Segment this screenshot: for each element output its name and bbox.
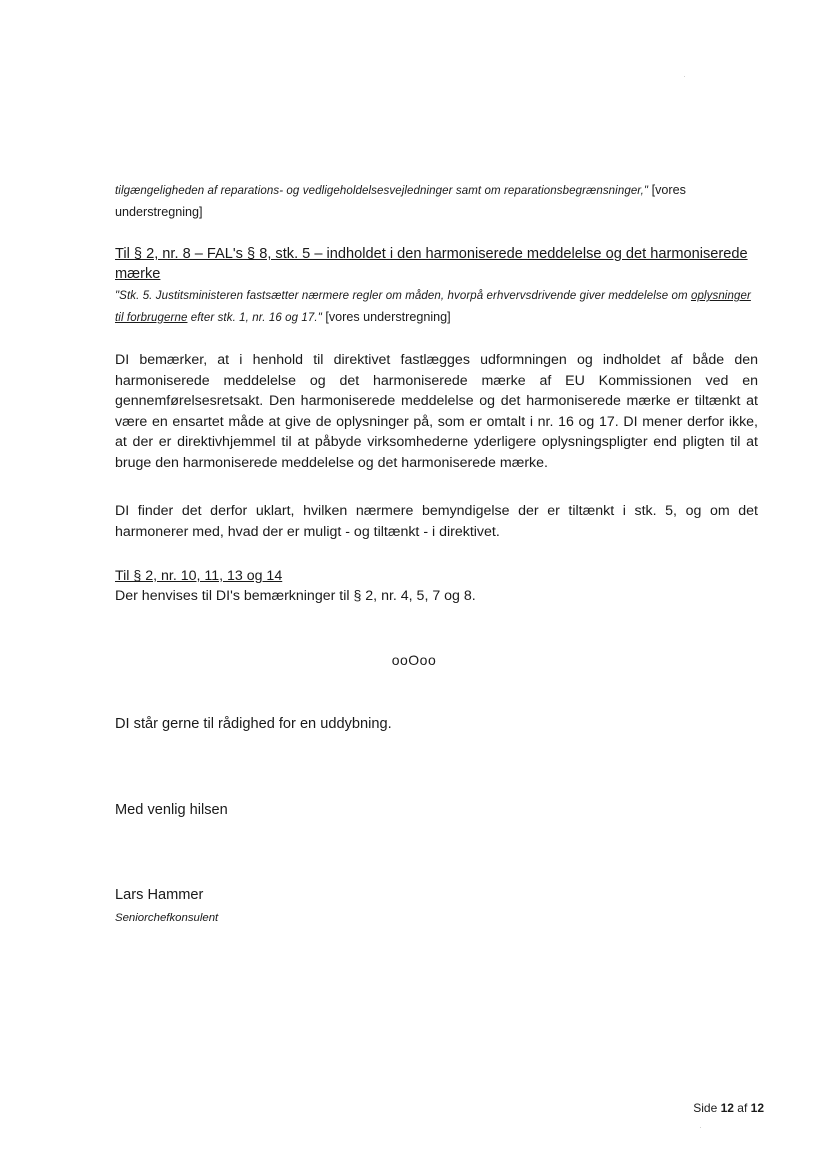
continuation-note: [vores understregning]	[115, 183, 686, 219]
quote-note: [vores understregning]	[321, 309, 451, 324]
signature-name: Lars Hammer	[115, 887, 204, 903]
body-paragraph-1: DI bemærker, at i henhold til direktivet fastlægges udformningen og indholdet af både den harmoniserede meddelelse og det harmoniserede mærke af EU Kommissionen ved en gennemførelsesretsakt. Den harmoniserede meddelelse og det harmoniserede mærke er tiltænkt at være en ensartet måde at give de oplysninger på, som er omtalt i nr. 16 og 17. DI mener derfor ikke, at der er direktivhjemmel til at påbyde virksomhederne yderligere oplysningspligter end pligten til at bruge den harmoniserede meddelelse og det harmoniserede mærke.	[115, 352, 758, 471]
page-number-middle: af	[733, 1101, 751, 1115]
scan-speck	[700, 1127, 701, 1128]
page-number-prefix: Side	[693, 1101, 721, 1115]
section-heading-10: Til § 2, nr. 10, 11, 13 og 14	[115, 568, 283, 584]
greeting: Med venlig hilsen	[115, 802, 228, 818]
section-10-text: Der henvises til DI's bemærkninger til § 2, nr. 4, 5, 7 og 8.	[115, 588, 476, 604]
quote-text: "Stk. 5. Justitsministeren fastsætter nærmere regler om måden, hvorpå erhvervsdrivende giver meddelelse om	[115, 290, 691, 302]
section-8-quote	[115, 285, 758, 328]
closing-offer: DI står gerne til rådighed for en uddybning.	[115, 716, 392, 732]
quote-underlined-text: oplysninger til forbrugerne	[115, 290, 751, 324]
separator-mark: ooOoo	[391, 652, 437, 668]
page-number	[693, 1101, 764, 1115]
continuation-quote: tilgængeligheden af reparations- og vedligeholdelsesvejledninger samt om reparationsbegrænsninger,"	[115, 185, 649, 197]
continuation-paragraph	[115, 180, 758, 222]
quote-text-end: efter stk. 1, nr. 16 og 17."	[187, 311, 322, 324]
page-number-total: 12	[750, 1101, 764, 1115]
signature-title: Seniorchefkonsulent	[115, 912, 219, 924]
body-paragraph-2: DI finder det derfor uklart, hvilken nærmere bemyndigelse der er tiltænkt i stk. 5, og om det harmonerer med, hvad der er muligt - og tiltænkt - i direktivet.	[115, 503, 758, 540]
page-number-current: 12	[720, 1101, 734, 1115]
scan-speck	[684, 76, 685, 77]
section-heading-8: Til § 2, nr. 8 – FAL's § 8, stk. 5 – indholdet i den harmoniserede meddelelse og det harmoniserede mærke	[115, 246, 748, 282]
